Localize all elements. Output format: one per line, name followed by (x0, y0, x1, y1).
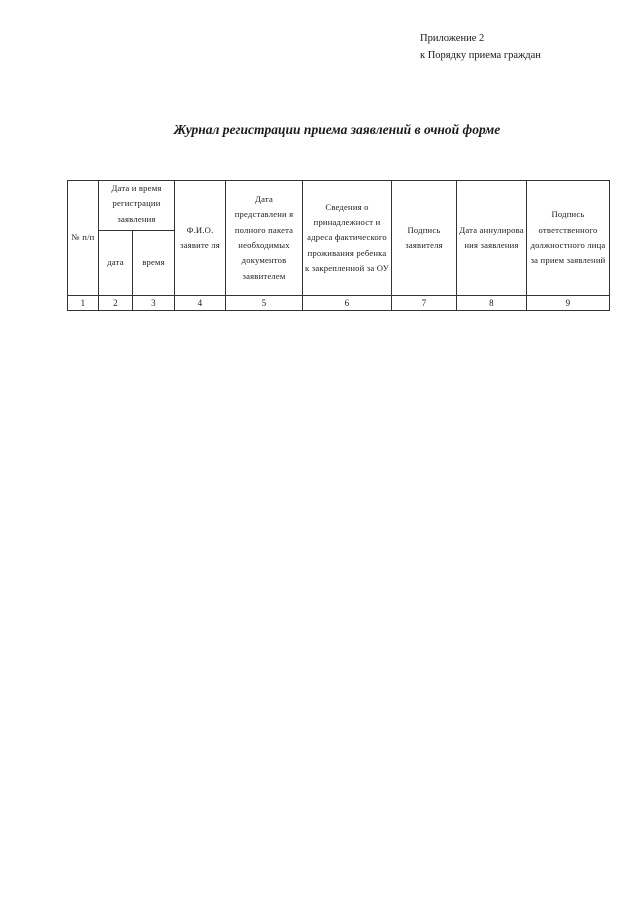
header-official-signature: Подпись ответственного должностного лица за прием заявлений (527, 181, 610, 296)
appendix-number: Приложение 2 (420, 33, 485, 44)
column-number: 1 (68, 296, 99, 311)
column-number: 3 (133, 296, 175, 311)
column-number: 9 (527, 296, 610, 311)
registration-journal-table (67, 180, 610, 311)
header-date: дата (99, 231, 133, 296)
column-number: 5 (226, 296, 303, 311)
header-time: время (133, 231, 175, 296)
page-title: Журнал регистрации приема заявлений в очной форме (173, 122, 501, 137)
header-residence-info: Сведения о принадлежност и адреса фактического проживания ребенка к закрепленной за ОУ (303, 181, 392, 296)
header-applicant-signature: Подпись заявителя (392, 181, 457, 296)
column-number: 4 (175, 296, 226, 311)
column-number: 6 (303, 296, 392, 311)
column-number: 8 (457, 296, 527, 311)
header-submission-date: Дата представлени я полного пакета необходимых документов заявителем (226, 181, 303, 296)
column-numbers-row (68, 296, 610, 311)
column-number: 7 (392, 296, 457, 311)
header-row-number: № п/п (68, 181, 99, 296)
appendix-caption (420, 30, 541, 64)
header-registration-datetime: Дата и время регистрации заявления (99, 181, 175, 231)
column-number: 2 (99, 296, 133, 311)
header-applicant-name: Ф.И.О. заявите ля (175, 181, 226, 296)
header-cancellation-date: Дата аннулирова ния заявления (457, 181, 527, 296)
appendix-reference: к Порядку приема граждан (420, 50, 541, 61)
